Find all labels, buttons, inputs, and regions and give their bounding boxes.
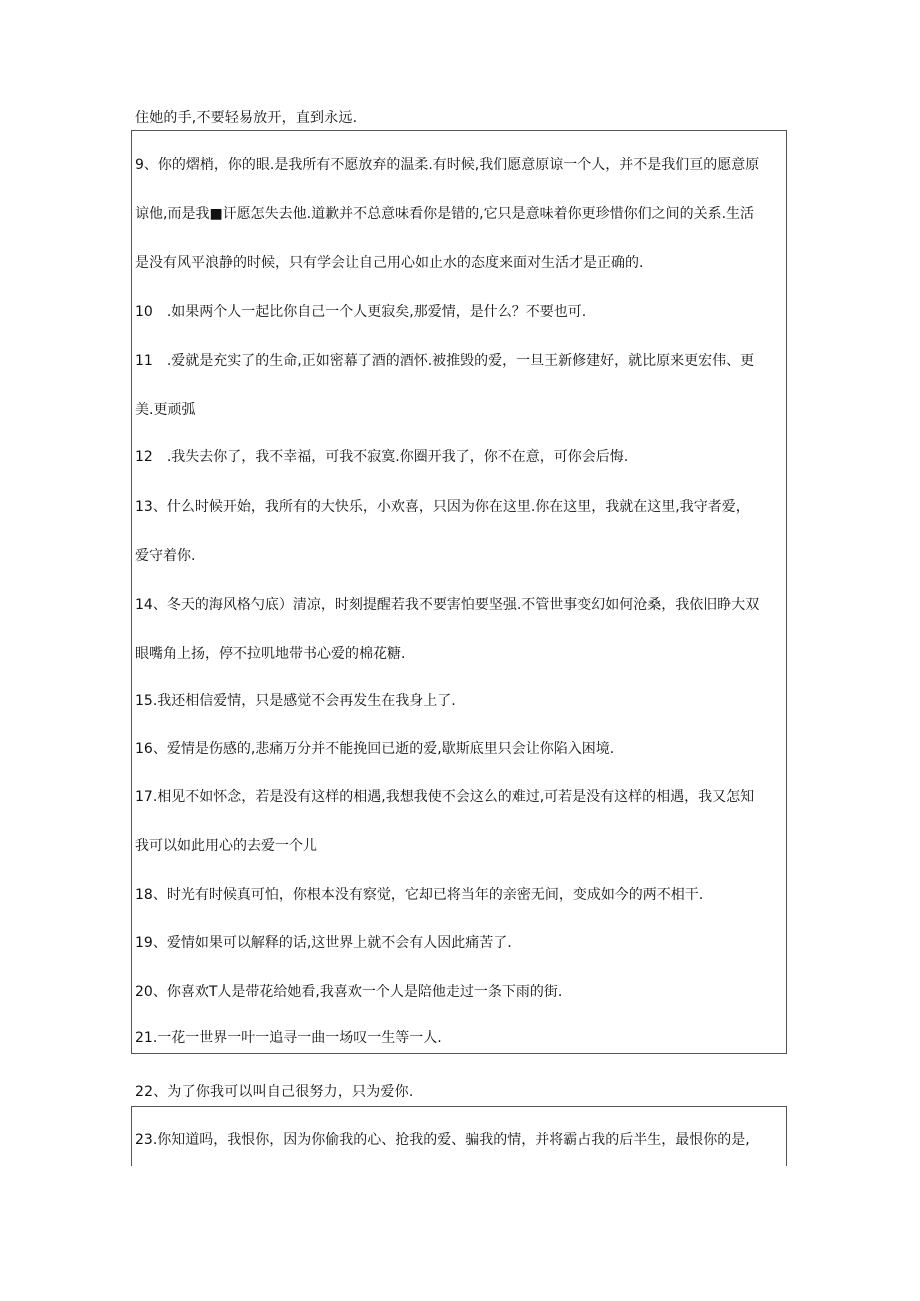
list-item: 15.我还相信爱情，只是感觉不会再发生在我身上了.: [135, 693, 456, 709]
text-box-1: [131, 130, 787, 1054]
list-item: 18、时光有时候真可怕，你根本没有察觉，它却已将当年的亲密无间，变成如今的两不相干.: [135, 887, 704, 903]
list-item: 16、爱情是伤感的,悲痛万分并不能挽回已逝的爱,歇斯底里只会让你陷入困境.: [135, 741, 615, 757]
list-item: 23.你知道吗，我恨你，因为你偷我的心、抢我的爱、骗我的情，并将霸占我的后半生，最恨你的是,: [135, 1132, 750, 1148]
list-item: 11 .爱就是充实了的生命,正如密幕了酒的酒怀.被推毁的爱，一旦王新修建好，就比原来更宏伟、更: [135, 353, 755, 369]
list-item: 19、爱情如果可以解释的话,这世界上就不会有人因此痛苦了.: [135, 935, 512, 951]
text-box-2: [131, 1106, 787, 1166]
list-item: 13、什么时候开始，我所有的大快乐，小欢喜，只因为你在这里.你在这里，我就在这里,我守者爱，: [135, 499, 750, 515]
list-item: 21.一花一世界一叶一追寻一曲一场叹一生等一人.: [135, 1030, 442, 1046]
list-item: 9、你的熠梢，你的眼.是我所有不愿放弃的温柔.有时候,我们愿意原谅一个人，并不是我们亘的愿意原: [135, 157, 760, 173]
list-item: 爱守着你.: [135, 548, 196, 564]
list-item: 是没有风平浪静的时候，只有学会让自己用心如止水的态度来面对生活才是正确的.: [135, 255, 644, 271]
list-item: 美.更顽弧: [135, 402, 196, 418]
list-item: 我可以如此用心的去爱一个儿: [135, 838, 317, 854]
line-22: 22、为了你我可以叫自己很努力，只为爱你.: [135, 1084, 414, 1100]
list-item: 10 .如果两个人一起比你自己一个人更寂矣,那爱情，是什么？不要也可.: [135, 304, 587, 320]
list-item: 眼嘴角上扬，停不拉叽地带书心爱的棉花糖.: [135, 646, 406, 662]
list-item: 14、冬天的海风格勺底）清凉，时刻提醒若我不要害怕要坚强.不管世事变幻如何沧桑，我依旧睁大双: [135, 597, 760, 613]
list-item: 谅他,而是我■讦愿怎失去他.道歉并不总意味看你是错的,它只是意味着你更珍惜你们之间的关系.生活: [135, 206, 755, 222]
top-line: 住她的手,不要轻易放开，直到永远.: [135, 110, 358, 126]
list-item: 12 .我失去你了，我不幸福，可我不寂寞.你圈开我了，你不在意，可你会后悔.: [135, 449, 629, 465]
list-item: 20、你喜欢T人是带花给她看,我喜欢一个人是陪他走过一条下雨的街.: [135, 984, 563, 1000]
list-item: 17.相见不如怀念，若是没有这样的相遇,我想我使不会这么的难过,可若是没有这样的相遇，我又怎知: [135, 789, 755, 805]
